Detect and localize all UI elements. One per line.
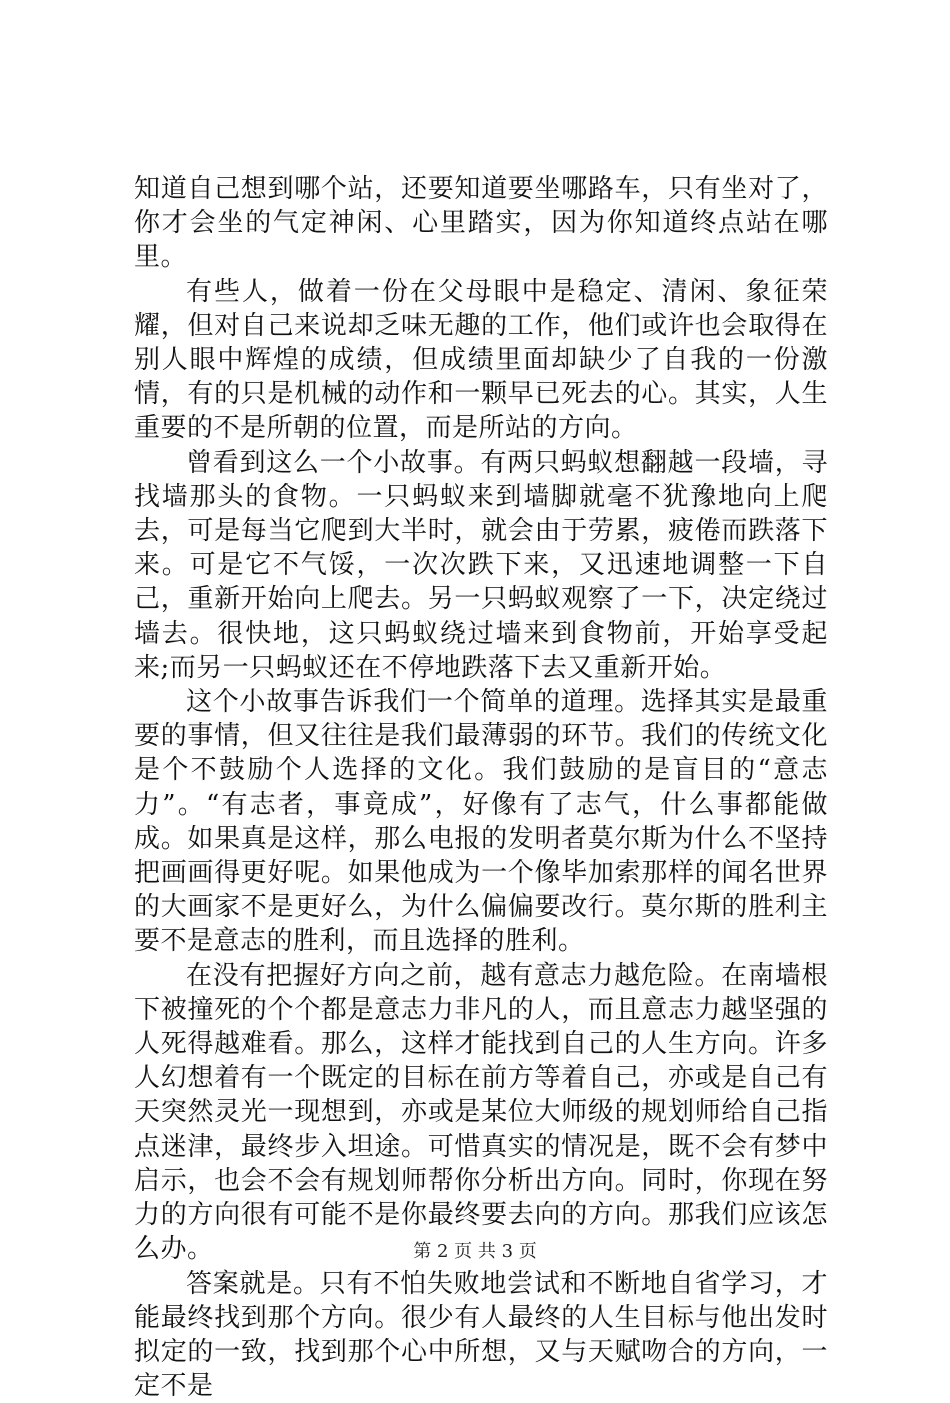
document-body — [134, 172, 828, 1403]
paragraph-2: 有些人，做着一份在父母眼中是稳定、清闲、象征荣耀，但对自己来说却乏味无趣的工作，他们或许也会取得在别人眼中辉煌的成绩，但成绩里面却缺少了自我的一份激情，有的只是机械的动作和一颗早已死去的心。其实，人生重要的不是所朝的位置，而是所站的方向。 — [134, 275, 828, 446]
paragraph-5: 在没有把握好方向之前，越有意志力越危险。在南墙根下被撞死的个个都是意志力非凡的人，而且意志力越坚强的人死得越难看。那么，这样才能找到自己的人生方向。许多人幻想着有一个既定的目标在前方等着自己，亦或是自己有天突然灵光一现想到，亦或是某位大师级的规划师给自己指点迷津，最终步入坦途。可惜真实的情况是，既不会有梦中启示，也会不会有规划师帮你分析出方向。同时，你现在努力的方向很有可能不是你最终要去向的方向。那我们应该怎么办。 — [134, 959, 828, 1267]
page-number-footer: 第 2 页 共 3 页 — [0, 1240, 950, 1264]
paragraph-3: 曾看到这么一个小故事。有两只蚂蚁想翻越一段墙，寻找墙那头的食物。一只蚂蚁来到墙脚就毫不犹豫地向上爬去，可是每当它爬到大半时，就会由于劳累，疲倦而跌落下来。可是它不气馁，一次次跌下来，又迅速地调整一下自己，重新开始向上爬去。另一只蚂蚁观察了一下，决定绕过墙去。很快地，这只蚂蚁绕过墙来到食物前，开始享受起来;而另一只蚂蚁还在不停地跌落下去又重新开始。 — [134, 446, 828, 685]
paragraph-4: 这个小故事告诉我们一个简单的道理。选择其实是最重要的事情，但又往往是我们最薄弱的环节。我们的传统文化是个不鼓励个人选择的文化。我们鼓励的是盲目的“意志力”。“有志者，事竟成”，好像有了志气，什么事都能做成。如果真是这样，那么电报的发明者莫尔斯为什么不坚持把画画得更好呢。如果他成为一个像毕加索那样的闻名世界的大画家不是更好么，为什么偏偏要改行。莫尔斯的胜利主要不是意志的胜利，而且选择的胜利。 — [134, 685, 828, 959]
paragraph-6: 答案就是。只有不怕失败地尝试和不断地自省学习，才能最终找到那个方向。很少有人最终的人生目标与他出发时拟定的一致，找到那个心中所想，又与天赋吻合的方向，一定不是 — [134, 1267, 828, 1403]
paragraph-1: 知道自己想到哪个站，还要知道要坐哪路车，只有坐对了，你才会坐的气定神闲、心里踏实，因为你知道终点站在哪里。 — [134, 172, 828, 275]
